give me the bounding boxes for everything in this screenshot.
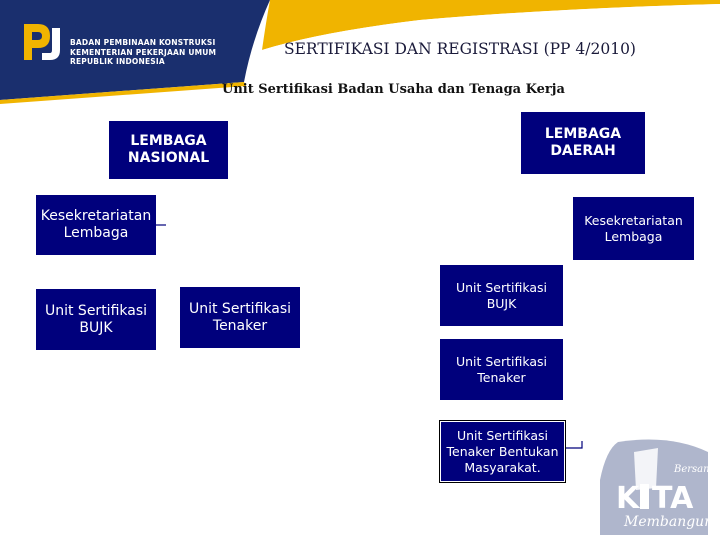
- logo-line-3: REPUBLIK INDONESIA: [70, 57, 165, 66]
- node-kesekretariatan-nasional[interactable]: [36, 195, 156, 255]
- slide-subtitle: Unit Sertifikasi Badan Usaha dan Tenaga Kerja: [222, 82, 565, 97]
- node-usbu-daerah-line1: Unit Sertifikasi: [455, 279, 548, 295]
- logo-line-1: BADAN PEMBINAAN KONSTRUKSI: [70, 38, 216, 47]
- node-ust-daerah[interactable]: [440, 339, 563, 400]
- node-lembaga-daerah-line1: LEMBAGA: [544, 126, 622, 142]
- brand-main-right: TA: [652, 481, 694, 516]
- brand-kita-logo: [600, 440, 719, 535]
- node-usbu-nasional[interactable]: [36, 289, 156, 350]
- brand-i-bar: [640, 484, 649, 509]
- node-kesekretariatan-nasional-line1: Kesekretariatan: [40, 208, 152, 224]
- node-ust-nasional-line1: Unit Sertifikasi: [188, 300, 292, 317]
- node-ust-masyarakat[interactable]: [440, 421, 565, 482]
- node-ust-masyarakat-line3: Masyarakat.: [464, 459, 541, 475]
- node-kesekretariatan-nasional-line2: Lembaga: [63, 225, 129, 241]
- logo-line-2: KEMENTERIAN PEKERJAAN UMUM: [70, 47, 217, 57]
- node-lembaga-daerah[interactable]: [521, 112, 645, 174]
- slide-title: SERTIFIKASI DAN REGISTRASI (PP 4/2010): [284, 40, 636, 58]
- node-ust-daerah-line2: Tenaker: [477, 369, 526, 385]
- node-ust-masyarakat-line2: Tenaker Bentukan: [446, 443, 559, 459]
- node-ust-nasional-line2: Tenaker: [212, 317, 268, 334]
- node-usbu-nasional-line2: BUJK: [79, 319, 113, 336]
- node-lembaga-nasional-line2: NASIONAL: [127, 150, 210, 166]
- node-ust-nasional[interactable]: [180, 287, 300, 348]
- node-kesekretariatan-daerah-line1: Kesekretariatan: [584, 212, 683, 228]
- node-usbu-daerah-line2: BUJK: [486, 295, 517, 311]
- node-lembaga-nasional[interactable]: [109, 121, 228, 179]
- node-kesekretariatan-daerah[interactable]: [573, 197, 694, 260]
- brand-bottom-text: Membangun: [624, 514, 714, 530]
- brand-main-left: K: [616, 481, 640, 516]
- node-kesekretariatan-daerah-line2: Lembaga: [604, 228, 663, 244]
- brand-top-text: Bersama: [674, 464, 719, 475]
- node-lembaga-nasional-line1: LEMBAGA: [130, 133, 207, 149]
- node-ust-masyarakat-line1: Unit Sertifikasi: [456, 427, 549, 443]
- node-usbu-daerah[interactable]: [440, 265, 563, 326]
- node-usbu-nasional-line1: Unit Sertifikasi: [44, 302, 148, 319]
- node-lembaga-daerah-line2: DAERAH: [550, 143, 616, 159]
- node-ust-daerah-line1: Unit Sertifikasi: [455, 353, 548, 369]
